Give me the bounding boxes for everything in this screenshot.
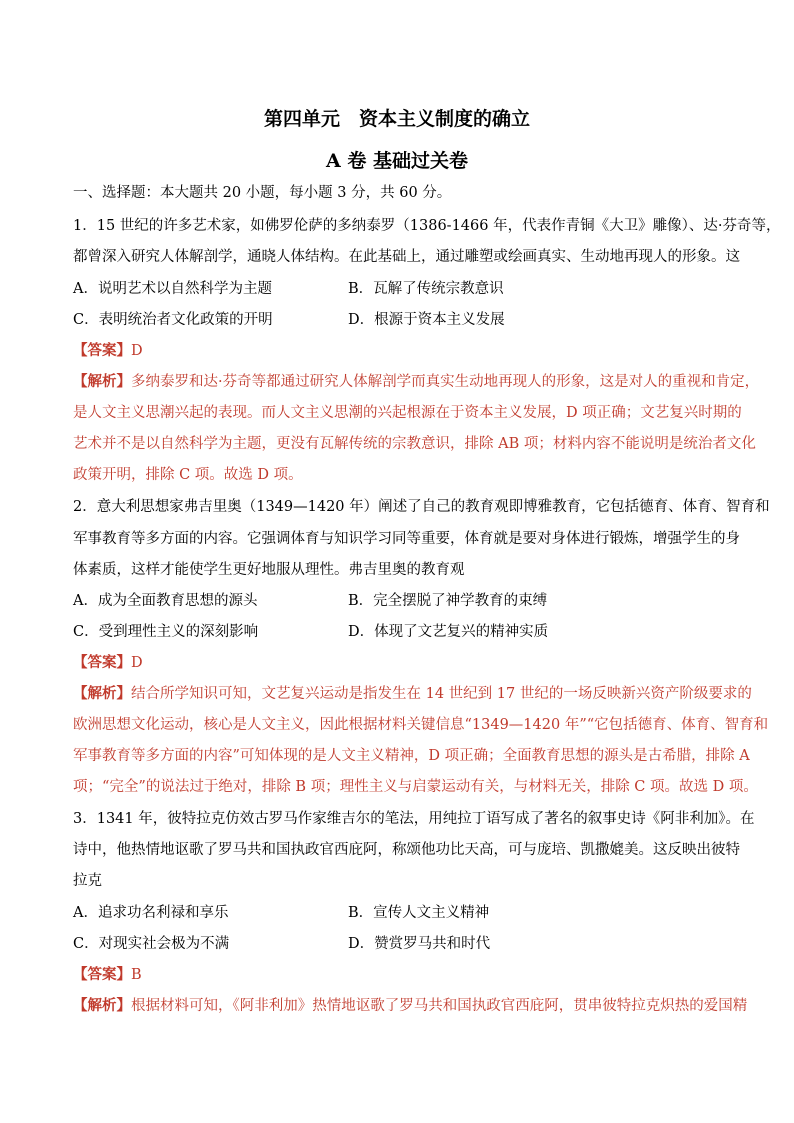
q1-option-c: C．表明统治者文化政策的开明: [73, 312, 273, 328]
q2-analysis-line: 欧洲思想文化运动，核心是人文主义，因此根据材料关键信息“1349—1420 年”“它包括德育、体育、智育和: [73, 717, 769, 733]
q2-stem-line: 2．意大利思想家弗吉里奥（1349—1420 年）阐述了自己的教育观即博雅教育，它包括德育、体育、智育和: [73, 499, 770, 515]
q1-option-b: B．瓦解了传统宗教意识: [348, 281, 504, 297]
section-heading: 一、选择题：本大题共 20 小题，每小题 3 分，共 60 分。: [73, 185, 452, 201]
q1-stem-line: 都曾深入研究人体解剖学，通晓人体结构。在此基础上，通过雕塑或绘画真实、生动地再现人的形象。这: [73, 249, 740, 265]
paper-subtitle: A 卷 基础过关卷: [326, 150, 468, 172]
q1-option-a: A．说明艺术以自然科学为主题: [73, 281, 272, 297]
q1-answer: [73, 342, 143, 360]
analysis-tag: 【解析】: [73, 997, 131, 1014]
analysis-tag: 【解析】: [73, 685, 131, 702]
q3-option-d: D．赞赏罗马共和时代: [348, 936, 491, 952]
q3-option-a: A．追求功名利禄和享乐: [73, 905, 229, 921]
q2-option-c: C．受到理性主义的深刻影响: [73, 624, 259, 640]
q2-option-d: D．体现了文艺复兴的精神实质: [348, 624, 549, 640]
q2-option-b: B．完全摆脱了神学教育的束缚: [348, 593, 548, 609]
q1-analysis-line: 是人文主义思潮兴起的表现。而人文主义思潮的兴起根源在于资本主义发展，D 项正确；文艺复兴时期的: [73, 405, 742, 421]
q2-analysis-line: 项；“完全”的说法过于绝对，排除 B 项；理性主义与启蒙运动有关，与材料无关，排除 C 项。故选 D 项。: [73, 779, 758, 795]
q3-option-b: B．宣传人文主义精神: [348, 905, 490, 921]
q1-analysis-line: 艺术并不是以自然科学为主题，更没有瓦解传统的宗教意识，排除 AB 项；材料内容不能说明是统治者文化: [73, 436, 756, 452]
answer-tag: 【答案】: [73, 342, 131, 359]
q3-option-c: C．对现实社会极为不满: [73, 936, 230, 952]
q3-stem-line: 诗中，他热情地讴歌了罗马共和国执政官西庇阿，称颂他功比天高，可与庞培、凯撒媲美。这反映出彼特: [73, 842, 740, 858]
q2-analysis-line: 军事教育等多方面的内容”可知体现的是人文主义精神，D 项正确；全面教育思想的源头是古希腊，排除 A: [73, 748, 750, 764]
q2-answer: [73, 654, 143, 672]
answer-value: D: [131, 655, 143, 671]
analysis-tag: 【解析】: [73, 373, 131, 390]
q3-answer: [73, 966, 142, 984]
answer-value: B: [131, 967, 142, 983]
answer-value: D: [131, 343, 143, 359]
q2-analysis-line: [73, 685, 752, 703]
q2-option-a: A．成为全面教育思想的源头: [73, 593, 258, 609]
analysis-text: 结合所学知识可知，文艺复兴运动是指发生在 14 世纪到 17 世纪的一场反映新兴资产阶级要求的: [131, 686, 752, 702]
q1-analysis-line: [73, 373, 759, 391]
answer-tag: 【答案】: [73, 966, 131, 983]
q2-stem-line: 体素质，这样才能使学生更好地服从理性。弗吉里奥的教育观: [73, 562, 465, 578]
answer-tag: 【答案】: [73, 654, 131, 671]
q1-analysis-line: 政策开明，排除 C 项。故选 D 项。: [73, 467, 303, 483]
q1-option-d: D．根源于资本主义发展: [348, 312, 505, 328]
unit-title: 第四单元 资本主义制度的确立: [263, 108, 530, 130]
q3-analysis-line: [73, 997, 747, 1015]
q1-stem-line: 1．15 世纪的许多艺术家，如佛罗伦萨的多纳泰罗（1386-1466 年，代表作青铜《大卫》雕像）、达·芬奇等，: [73, 218, 781, 234]
analysis-text: 根据材料可知，《阿非利加》热情地讴歌了罗马共和国执政官西庇阿，贯串彼特拉克炽热的爱国精: [131, 998, 748, 1014]
analysis-text: 多纳泰罗和达·芬奇等都通过研究人体解剖学而真实生动地再现人的形象，这是对人的重视和肯定，: [131, 374, 760, 390]
q2-stem-line: 军事教育等多方面的内容。它强调体育与知识学习同等重要，体育就是要对身体进行锻炼，增强学生的身: [73, 531, 740, 547]
q3-stem-line: 3．1341 年，彼特拉克仿效古罗马作家维吉尔的笔法，用纯拉丁语写成了著名的叙事史诗《阿非利加》。在: [73, 811, 755, 827]
q3-stem-line: 拉克: [73, 873, 102, 889]
